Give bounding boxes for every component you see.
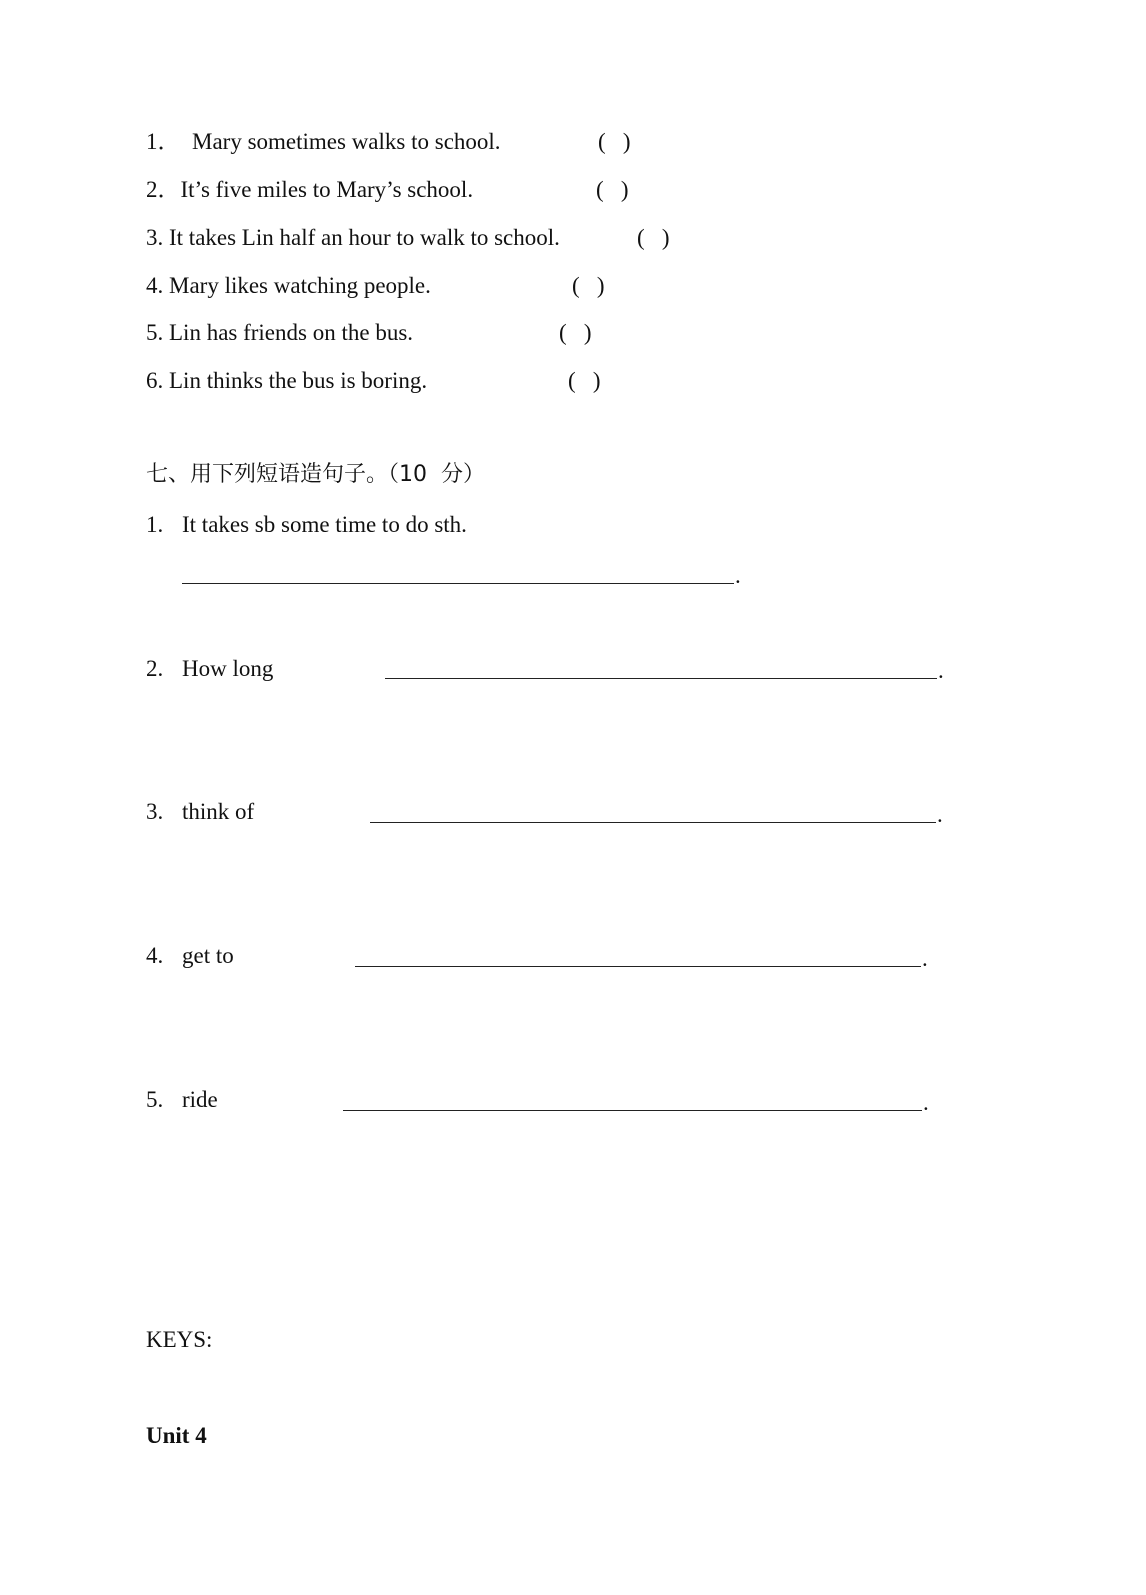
answer-blank-1[interactable] [182, 583, 734, 584]
item-number-3: 3. [146, 799, 164, 824]
item-phrase-2: How long [182, 656, 274, 681]
answer-paren-4[interactable]: ( ) [572, 273, 605, 298]
statement-3: 3. It takes Lin half an hour to walk to school. [146, 225, 560, 250]
blank-period-1: . [735, 563, 741, 588]
blank-period-5: . [923, 1090, 929, 1115]
item-number-5: 5. [146, 1087, 164, 1112]
answer-paren-5[interactable]: ( ) [559, 320, 592, 345]
blank-period-3: . [937, 802, 943, 827]
item-phrase-1: It takes sb some time to do sth. [182, 512, 467, 537]
answer-paren-6[interactable]: ( ) [568, 368, 601, 393]
keys-label: KEYS: [146, 1327, 213, 1352]
section-heading: 七、用下列短语造句子。（10 分） [146, 462, 485, 487]
item-phrase-5: ride [182, 1087, 218, 1112]
item-phrase-4: get to [182, 943, 234, 968]
item-number-2: 2. [146, 656, 164, 681]
answer-paren-1[interactable]: ( ) [598, 129, 631, 154]
answer-blank-5[interactable] [343, 1110, 922, 1111]
answer-blank-4[interactable] [355, 966, 921, 967]
blank-period-4: . [922, 946, 928, 971]
item-phrase-3: think of [182, 799, 255, 824]
item-number-4: 4. [146, 943, 164, 968]
answer-blank-3[interactable] [370, 822, 936, 823]
answer-blank-2[interactable] [385, 678, 937, 679]
statement-4: 4. Mary likes watching people. [146, 273, 431, 298]
answer-paren-2[interactable]: ( ) [596, 177, 629, 202]
statement-1: 1． Mary sometimes walks to school. [146, 129, 501, 154]
statement-6: 6. Lin thinks the bus is boring. [146, 368, 428, 393]
blank-period-2: . [938, 658, 944, 683]
statement-5: 5. Lin has friends on the bus. [146, 320, 414, 345]
item-number-1: 1. [146, 512, 164, 537]
answer-paren-3[interactable]: ( ) [637, 225, 670, 250]
statement-2: 2．It’s five miles to Mary’s school. [146, 177, 474, 202]
unit-title: Unit 4 [146, 1423, 207, 1448]
